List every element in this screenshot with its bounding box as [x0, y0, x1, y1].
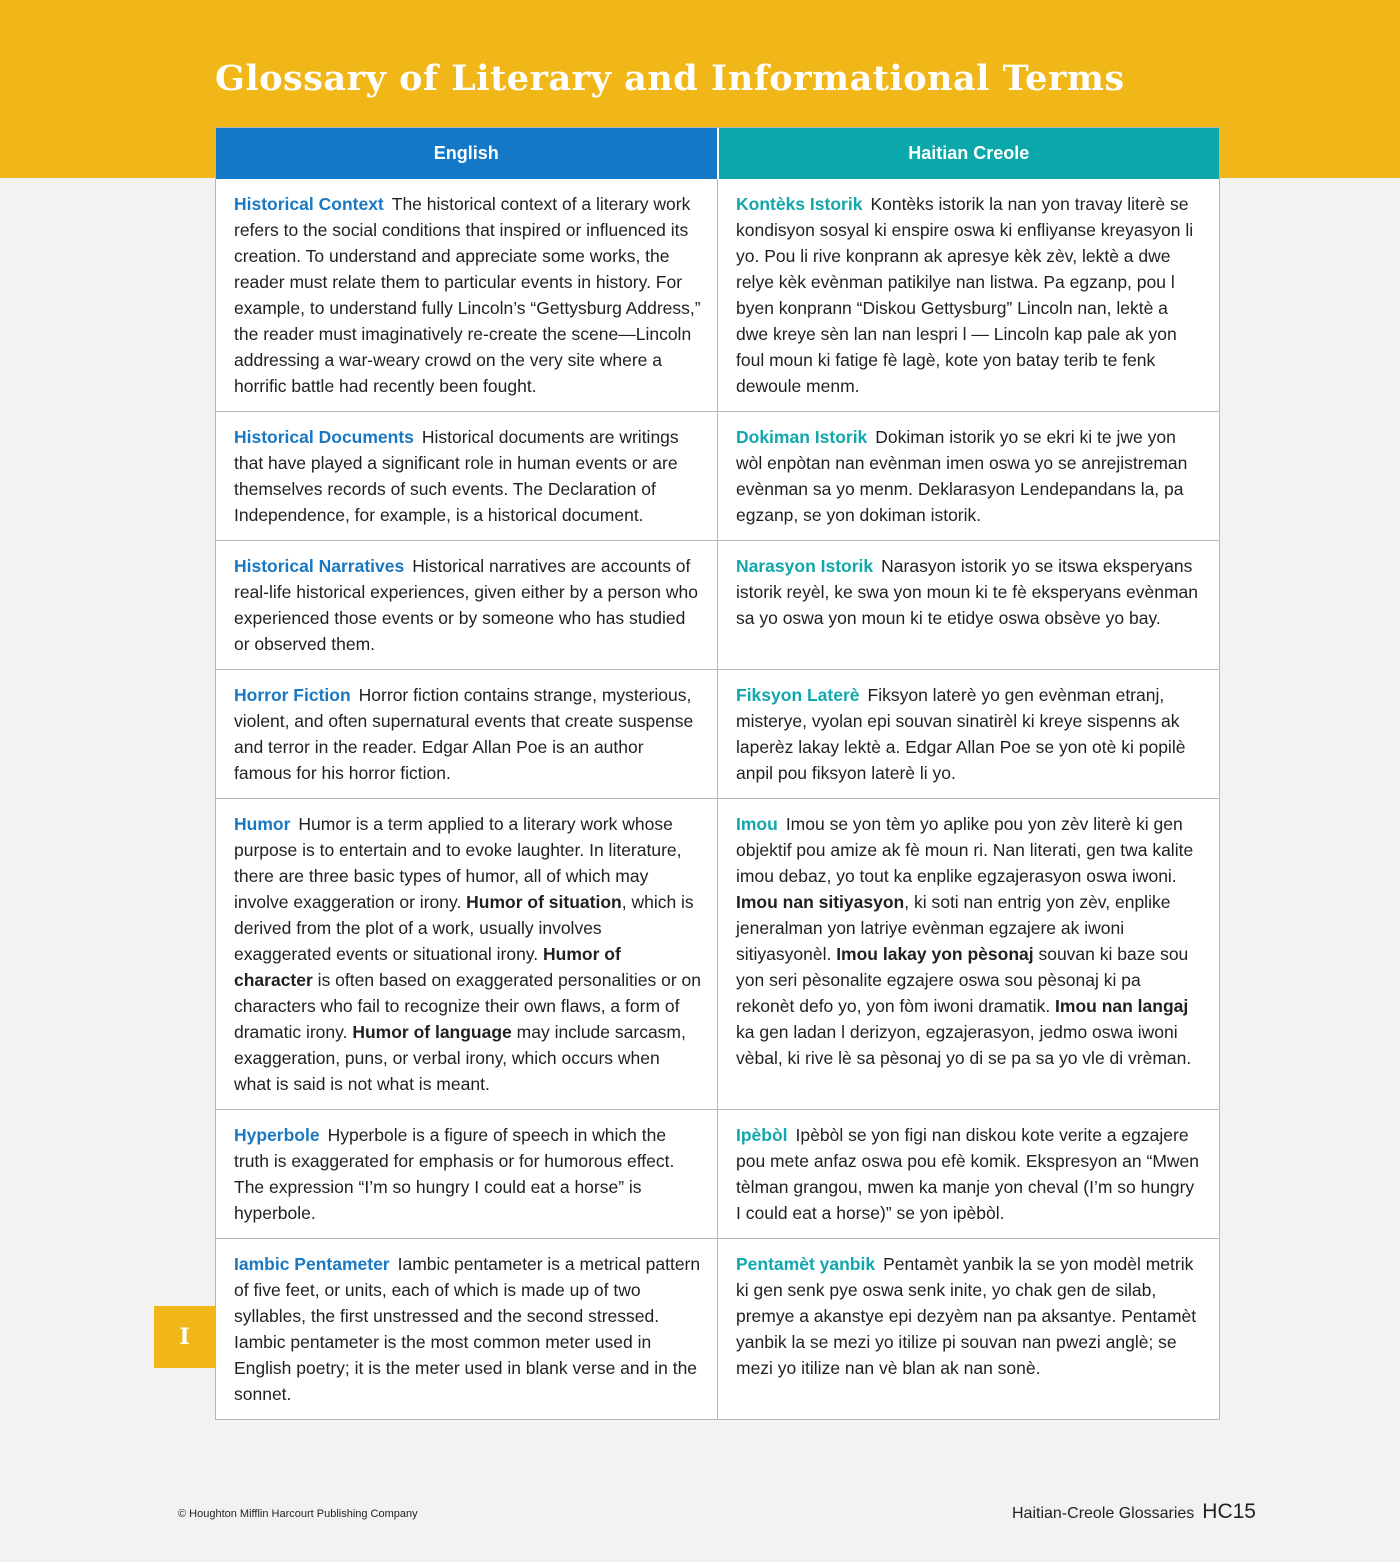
english-entry — [216, 412, 718, 540]
english-entry — [216, 799, 718, 1109]
table-header-row — [216, 128, 1219, 179]
definition-text: Pentamèt yanbik la se yon modèl metrik ki gen senk pye oswa senk inite, yo chak gen de silab, premye a akanstye epi dezyèm nan pa aksantye. Pentamèt yanbik la se mezi yo itilize pi souvan nan pwezi anglè; se mezi yo itilize nan vè blan ak nan sonè. — [736, 1254, 1197, 1378]
definition-text: Imou se yon tèm yo aplike pou yon zèv literè ki gen objektif pou amize ak fè moun ri. Nan literati, gen twa kalite imou debaz, yo tout ka enplike egzajerasyon oswa iwoni. — [736, 814, 1194, 886]
table-row — [216, 179, 1219, 411]
creole-entry — [718, 799, 1219, 1109]
creole-term: Dokiman Istorik — [736, 427, 868, 447]
english-term: Historical Narratives — [234, 556, 405, 576]
creole-entry — [718, 412, 1219, 540]
creole-term: Kontèks Istorik — [736, 194, 863, 214]
definition-text: is often based on exaggerated personalities or on characters who fail to recognize their own flaws, a form of dramatic irony. — [234, 970, 701, 1042]
definition-text: Historical documents are writings that have played a significant role in human events or are themselves records of such events. The Declaration of Independence, for example, is a historical document. — [234, 427, 679, 525]
definition-text: Humor is a term applied to a literary work whose purpose is to entertain and to evoke laughter. In literature, there are three basic types of humor, all of which may involve exaggeration or irony. — [234, 814, 682, 912]
english-entry — [216, 1110, 718, 1238]
creole-entry — [718, 1239, 1219, 1419]
creole-term: Narasyon Istorik — [736, 556, 874, 576]
english-term: Humor — [234, 814, 291, 834]
definition-text: , ki soti nan entrig yon zèv, enplike jeneralman yon latriye evènman egzajere ak iwoni sitiyasyonèl. — [736, 892, 1171, 964]
subterm: Humor of situation — [466, 892, 622, 912]
creole-term: Pentamèt yanbik — [736, 1254, 876, 1274]
definition-text: Fiksyon laterè yo gen evènman etranj, misterye, vyolan epi souvan sinatirèl ki kreye sispenns ak laperèz lakay lektè a. Edgar Allan Poe se yon otè ki popilè anpil pou fiksyon laterè li yo. — [736, 685, 1186, 783]
subterm: Humor of language — [352, 1022, 512, 1042]
definition-text: Iambic pentameter is a metrical pattern of five feet, or units, each of which is made up of two syllables, the first unstressed and the second stressed. Iambic pentameter is the most common meter used in English poetry; it is the meter used in blank verse and in the sonnet. — [234, 1254, 701, 1404]
subterm: Imou nan sitiyasyon — [736, 892, 905, 912]
definition-text: may include sarcasm, exaggeration, puns, or verbal irony, which occurs when what is said is not what is meant. — [234, 1022, 686, 1094]
glossary-table — [215, 127, 1220, 1420]
definition-text: Historical narratives are accounts of real-life historical experiences, given either by a person who experienced those events or by someone who has studied or observed them. — [234, 556, 698, 654]
creole-term: Ipèbòl — [736, 1125, 788, 1145]
creole-column-header: Haitian Creole — [719, 128, 1220, 179]
creole-term: Fiksyon Laterè — [736, 685, 860, 705]
definition-text: ka gen ladan l derizyon, egzajerasyon, jedmo oswa iwoni vèbal, ki rive lè sa pèsonaj yo di se pa sa yo vle di vrèman. — [736, 1022, 1192, 1068]
english-entry — [216, 1239, 718, 1419]
creole-entry — [718, 179, 1219, 411]
english-entry — [216, 179, 718, 411]
english-entry — [216, 670, 718, 798]
subterm: Humor of character — [234, 944, 621, 990]
table-row — [216, 1109, 1219, 1238]
letter-index-tab: I — [154, 1306, 215, 1368]
definition-text: , which is derived from the plot of a work, usually involves exaggerated events or situational irony. — [234, 892, 694, 964]
english-term: Historical Documents — [234, 427, 414, 447]
definition-text: Dokiman istorik yo se ekri ki te jwe yon wòl enpòtan nan evènman imen oswa yo se anrejistreman evènman sa yo menm. Deklarasyon Lendepandans la, pa egzanp, se yon dokiman istorik. — [736, 427, 1188, 525]
definition-text: The historical context of a literary work refers to the social conditions that inspired or influenced its creation. To understand and appreciate some works, the reader must relate them to particular events in history. For example, to understand fully Lincoln’s “Gettysburg Address,” the reader must imaginatively re-create the scene—Lincoln addressing a war-weary crowd on the very site where a horrific battle had recently been fought. — [234, 194, 701, 396]
subterm: Imou nan langaj — [1055, 996, 1189, 1016]
english-term: Horror Fiction — [234, 685, 351, 705]
definition-text: Narasyon istorik yo se itswa eksperyans istorik reyèl, ke swa yon moun ki te fè eksperyans evènman sa yo oswa yon moun ki te etidye oswa obsève yo bay. — [736, 556, 1199, 628]
copyright-notice: © Houghton Mifflin Harcourt Publishing Company — [178, 1508, 418, 1520]
english-term: Hyperbole — [234, 1125, 320, 1145]
creole-entry — [718, 1110, 1219, 1238]
creole-entry — [718, 541, 1219, 669]
creole-term: Imou — [736, 814, 778, 834]
table-row — [216, 669, 1219, 798]
table-row — [216, 411, 1219, 540]
english-column-header: English — [216, 128, 719, 179]
definition-text: souvan ki baze sou yon seri pèsonalite egzajere oswa sou pèsonaj ki pa rekonèt defo yo, yon fòm iwoni dramatik. — [736, 944, 1189, 1016]
page-number: HC15 — [1202, 1500, 1256, 1523]
creole-entry — [718, 670, 1219, 798]
subterm: Imou lakay yon pèsonaj — [836, 944, 1034, 964]
table-row — [216, 798, 1219, 1109]
footer-section-label: Haitian-Creole Glossaries — [1012, 1505, 1195, 1522]
english-term: Iambic Pentameter — [234, 1254, 390, 1274]
definition-text: Kontèks istorik la nan yon travay literè se kondisyon sosyal ki enspire oswa ki enfliyanse kreyasyon li yo. Pou li rive konprann ak apresye kèk zèv, lektè a dwe relye kèk evènman patikilye nan listwa. Pa egzanp, pou l byen konprann “Diskou Gettysburg” Lincoln nan, lektè a dwe kreye sèn lan nan lespri l — Lincoln kap pale ak yon foul moun ki fatige fè lagè, kote yon batay terib te fenk dewoule menm. — [736, 194, 1194, 396]
definition-text: Hyperbole is a figure of speech in which the truth is exaggerated for emphasis or for humorous effect. The expression “I’m so hungry I could eat a horse” is hyperbole. — [234, 1125, 675, 1223]
page-title: Glossary of Literary and Informational Terms — [215, 58, 1125, 99]
table-row — [216, 1238, 1219, 1419]
table-row — [216, 540, 1219, 669]
english-entry — [216, 541, 718, 669]
page-footer — [1012, 1500, 1256, 1524]
english-term: Historical Context — [234, 194, 384, 214]
definition-text: Ipèbòl se yon figi nan diskou kote verite a egzajere pou mete anfaz oswa pou efè komik. Ekspresyon an “Mwen tèlman grangou, mwen ka manje yon cheval (I’m so hungry I could eat a horse)” se yon ipèbòl. — [736, 1125, 1200, 1223]
definition-text: Horror fiction contains strange, mysterious, violent, and often supernatural events that create suspense and terror in the reader. Edgar Allan Poe is an author famous for his horror fiction. — [234, 685, 694, 783]
